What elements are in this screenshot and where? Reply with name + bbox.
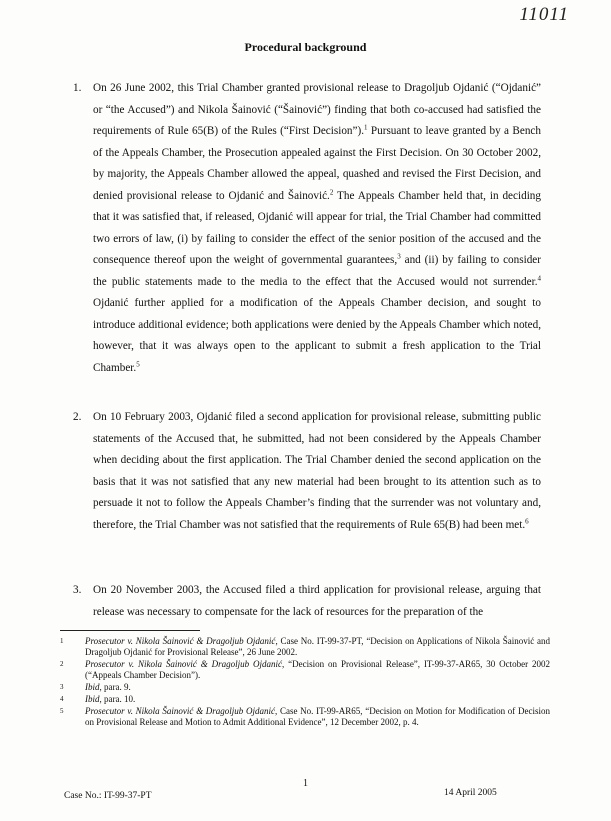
footnote-number: 3 — [60, 683, 64, 691]
footnote-number: 4 — [60, 695, 64, 703]
footnote-ref: 6 — [525, 516, 529, 525]
footnote-number: 1 — [60, 637, 64, 645]
footnote-text: , “Decision on Provisional Release”, IT-99-37-AR65, 30 October 2002 (“Appeals Chamber Decision”). — [85, 659, 550, 680]
footer-date: 14 April 2005 — [444, 788, 497, 798]
footnote-text: , Case No. IT-99-AR65, “Decision on Motion for Modification of Decision on Provisional Release and Motion to Admit Additional Evidence”, 12 December 2002, p. 4. — [85, 706, 550, 727]
footnote-text: , Case No. IT-99-37-PT, “Decision on Applications of Nikola Šainović and Dragoljub Ojdanić for Provisional Release”, 26 June 2002. — [85, 636, 550, 657]
paragraph-text: On 26 June 2002, this Trial Chamber granted provisional release to Dragoljub Ojdanić (“Ojdanić” or “the Accused”) and Nikola Šainović (“Šainović”) finding that both co-accused had satisfied the requirements of Rule 65(B) of the Rules (“First Decision”). — [93, 82, 541, 137]
footnote-3 — [60, 682, 550, 693]
case-name: Ibid — [85, 694, 100, 704]
case-name: Prosecutor v. Nikola Šainović & Dragoljub Ojdanić — [85, 706, 275, 716]
footnote-ref: 4 — [537, 273, 541, 282]
paragraph-1 — [93, 78, 541, 379]
page-stamp: 11011 — [519, 4, 569, 25]
paragraph-text: The Appeals Chamber held that, in deciding that it was satisfied that, if released, Ojdanić will appear for trial, the Trial Chamber had committed two errors of law, (i) by failing to consider the effect of the senior position of the accused and the consequence thereof upon the weight of governmental guarantees, — [93, 189, 541, 266]
footnote-number: 5 — [60, 707, 64, 715]
footnote-text: , para. 10. — [99, 694, 136, 704]
paragraph-number: 3. — [73, 584, 82, 596]
case-name: Ibid — [85, 682, 100, 692]
footnote-ref: 5 — [136, 359, 140, 368]
paragraph-text: Ojdanić further applied for a modification of the Appeals Chamber decision, and sought to introduce additional evidence; both applications were denied by the Appeals Chamber which noted, however, that it was always open to the applicant to submit a fresh application to the Trial Chamber. — [93, 297, 541, 374]
paragraph-text: On 10 February 2003, Ojdanić filed a second application for provisional release, submitting public statements of the Accused that, he submitted, had not been considered by the Appeals Chamber when deciding about the first application. The Trial Chamber denied the second application on the basis that it was not satisfied that any new material had been brought to its attention such as to persuade it not to follow the Appeals Chamber’s finding that the surrender was not voluntary and, therefore, the Trial Chamber was not satisfied that the requirements of Rule 65(B) had been met. — [93, 411, 541, 531]
paragraph-text: and (ii) by failing to consider the public statements made to the media to the effect that the Accused would not surrender. — [93, 254, 541, 288]
footnote-1 — [60, 636, 550, 658]
footnote-text: , para. 9. — [99, 682, 131, 692]
paragraph-2 — [93, 407, 541, 536]
footer-case-number: Case No.: IT-99-37-PT — [64, 791, 152, 801]
footnote-number: 2 — [60, 660, 64, 668]
paragraph-text: Pursuant to leave granted by a Bench of the Appeals Chamber, the Prosecution appealed against the First Decision. On 30 October 2002, by majority, the Appeals Chamber allowed the appeal, quashed and revised the First Decision, and denied provisional release to Ojdanić and Šainović. — [93, 125, 541, 202]
case-name: Prosecutor v. Nikola Šainović & Dragoljub Ojdanić — [85, 659, 283, 669]
footnote-ref: 3 — [397, 252, 401, 261]
footnote-5 — [60, 706, 550, 728]
case-name: Prosecutor v. Nikola Šainović & Dragoljub Ojdanić — [85, 636, 276, 646]
footnote-ref: 1 — [364, 123, 368, 132]
footnote-ref: 2 — [329, 187, 334, 196]
paragraph-text: On 20 November 2003, the Accused filed a third application for provisional release, arguing that release was necessary to compensate for the lack of resources for the preparation of the — [93, 584, 541, 618]
footnote-divider — [60, 630, 200, 631]
paragraph-3 — [93, 580, 541, 623]
section-heading: Procedural background — [244, 40, 367, 54]
paragraph-number: 1. — [73, 82, 82, 94]
paragraph-number: 2. — [73, 411, 82, 423]
footnote-2 — [60, 659, 550, 681]
page-number: 1 — [303, 778, 308, 789]
footnote-4 — [60, 694, 550, 705]
